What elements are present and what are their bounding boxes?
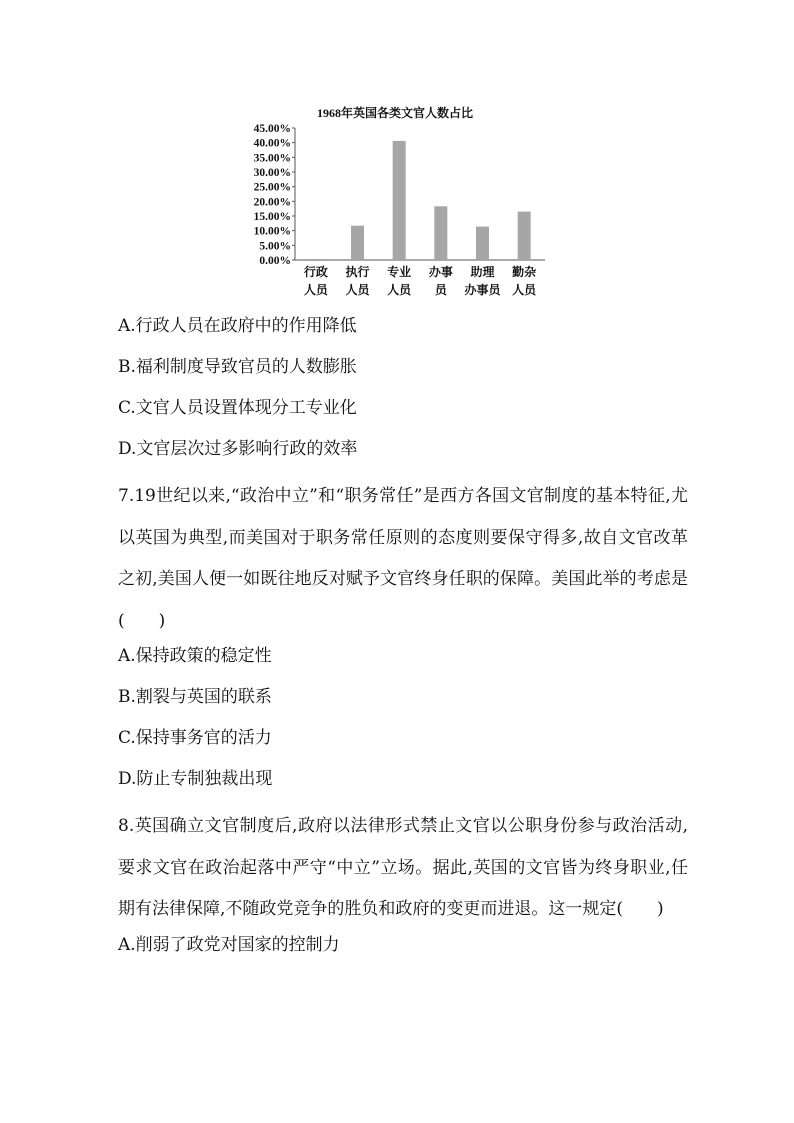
q7-option-d[interactable]: D.防止专制独裁出现 [118,769,273,789]
q7-stem: 7.19世纪以来,“政治中立”和“职务常任”是西方各国文官制度的基本特征,尤以英国为典型,而美国对于职务常任原则的态度则要保守得多,故自文官改革之初,美国人便一如既往地反对赋予文官终身任职的保障。美国此举的考虑是( ) [118,486,688,631]
x-tick-label: 勤杂 [512,265,537,279]
chart-title: 1968年英国各类文官人数占比 [316,106,474,120]
y-tick-label: 0.00% [259,255,291,267]
bar-chart [240,100,560,305]
y-tick-label: 35.00% [253,152,291,165]
x-tick-label: 行政 [303,265,328,279]
x-tick-label: 执行 [345,265,370,279]
bar [434,206,447,260]
bar [393,141,406,260]
bar [351,226,364,260]
x-tick-label: 员 [434,283,447,297]
q7-option-b[interactable]: B.割裂与英国的联系 [118,687,272,707]
x-tick-label: 助理 [470,265,495,279]
x-tick-label: 专业 [387,265,412,279]
y-tick-label: 30.00% [253,167,291,179]
y-tick-label: 40.00% [253,137,291,150]
bar [476,227,489,260]
x-tick-label: 办事 [428,265,453,279]
q8-stem: 8.英国确立文官制度后,政府以法律形式禁止文官以公职身份参与政治活动,要求文官在政治起落中严守“中立”立场。据此,英国的文官皆为终身职业,任期有法律保障,不随政党竞争的胜负和政府的变更而进退。这一规定( ) [118,816,688,919]
q8-option-a[interactable]: A.削弱了政党对国家的控制力 [118,934,340,955]
y-tick-label: 20.00% [253,196,291,209]
x-tick-label: 人员 [303,283,328,297]
x-axis-labels [304,264,537,297]
q7-option-a[interactable]: A.保持政策的稳定性 [118,646,272,666]
y-tick-label: 15.00% [253,211,291,223]
q6-option-b[interactable]: B.福利制度导致官员的人数膨胀 [118,357,357,377]
bars [309,141,530,260]
x-tick-label: 人员 [512,283,537,297]
y-tick-label: 5.00% [259,240,291,253]
x-tick-label: 人员 [345,283,370,297]
q7-option-c[interactable]: C.保持事务官的活力 [118,728,272,748]
q6-option-c[interactable]: C.文官人员设置体现分工专业化 [118,398,357,418]
y-tick-label: 45.00% [253,123,291,135]
x-tick-label: 人员 [387,283,412,297]
q6-option-a[interactable]: A.行政人员在政府中的作用降低 [118,316,357,336]
bar [518,212,531,260]
x-tick-label: 办事员 [464,283,501,297]
y-tick-label: 25.00% [253,181,291,194]
y-tick-label: 10.00% [253,225,291,238]
q6-option-d[interactable]: D.文官层次过多影响行政的效率 [118,439,358,459]
bar [309,259,322,260]
question-content [118,312,688,972]
